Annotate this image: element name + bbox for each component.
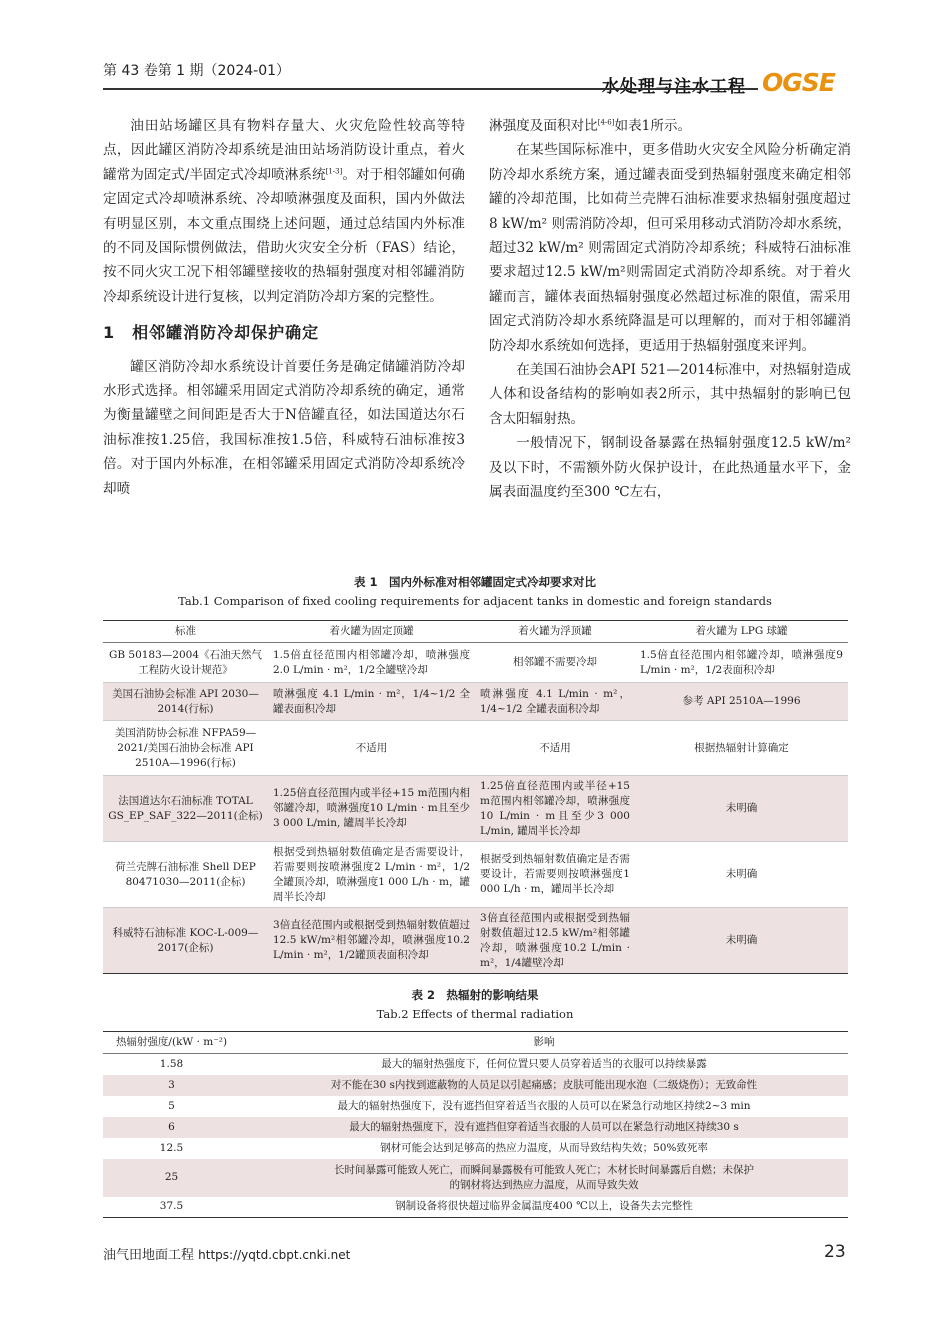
table-row (103, 683, 848, 721)
section-paragraph: 罐区消防冷却水系统设计首要任务是确定储罐消防冷却水形式选择。相邻罐采用固定式消防冷却系统的确定，通常为衡量罐壁之间间距是否大于N倍罐直径，如法国道达尔石油标准按1.25倍，我国标准按1.5倍，科威特石油标准按3倍。对于国内外标准，在相邻罐采用固定式消防冷却系统冷却喷 (103, 358, 465, 497)
table-cell: 钢制设备将很快超过临界金属温度400 ℃以上，设备失去完整性 (240, 1197, 848, 1218)
citation-ref: [4-6] (597, 118, 615, 127)
table-row (103, 1138, 848, 1159)
table-cell: 美国消防协会标准 NFPA59—2021/美国石油协会标准 API 2510A—1996(行标) (103, 721, 268, 776)
table-cell: 37.5 (103, 1197, 240, 1218)
page-number: 23 (824, 1242, 846, 1262)
table-cell: 美国石油协会标准 API 2030—2014(行标) (103, 683, 268, 721)
table-cell: 5 (168, 1099, 175, 1112)
table1-title-zh: 表 1 国内外标准对相邻罐固定式冷却要求对比 (353, 575, 596, 589)
left-column (103, 114, 465, 501)
table-row (103, 1096, 848, 1117)
table-cell: 科威特石油标准 KOC-L-009—2017(企标) (103, 908, 268, 974)
paragraph: 在美国石油协会API 521—2014标准中，对热辐射造成人体和设备结构的影响如表2所示，其中热辐射的影响已包含太阳辐射热。 (489, 362, 851, 427)
table-cell: 长时间暴露可能致人死亡，而瞬间暴露极有可能致人死亡；木材长时间暴露后自燃；未保护的钢材将达到热应力温度，从而导致失效 (240, 1159, 848, 1197)
table-cell: 不适用 (268, 721, 475, 776)
intro-paragraph: 油田站场罐区具有物料存量大、火灾危险性较高等特点，因此罐区消防冷却系统是油田站场消防设计重点，着火罐常为固定式/半固定式冷却喷淋系统[1-3]。对于相邻罐如何确定固定式冷却喷淋系统、冷却喷淋强度及面积，国内外做法有明显区别，本文重点围绕上述问题，通过总结国内外标准的不同及国际惯例做法，借助火灾安全分析（FAS）结论，按不同火灾工况下相邻罐壁接收的热辐射强度对相邻罐消防冷却系统设计进行复核，以判定消防冷却方案的完整性。 (103, 118, 465, 305)
table-cell: 未明确 (635, 908, 848, 974)
table-cell: 1.58 (159, 1057, 184, 1070)
table-cell: 喷淋强度 4.1 L/min · m²，1/4~1/2 全罐表面积冷却 (475, 683, 635, 721)
table-row (103, 842, 848, 908)
table-cell: 12.5 (159, 1141, 184, 1154)
table-row (103, 1054, 848, 1075)
table-header-row (103, 621, 848, 643)
paragraph: 在某些国际标准中，更多借助火灾安全风险分析确定消防冷却水系统方案，通过罐表面受到热辐射强度来确定相邻罐的冷却范围，比如荷兰壳牌石油标准要求热辐射强度超过 8 kW/m² 则需消防冷却，但可采用移动式消防冷却水系统，超过32 kW/m² 则需固定式消防冷却系统；科威特石油标准要求超过12.5 kW/m²则需固定式消防冷却系统。对于着火罐而言，罐体表面热辐射强度必然超过标准的限值，需采用固定式消防冷却水系统降温是可以理解的，而对于相邻罐消防冷却水系统如何选择，更适用于热辐射强度来评判。 (489, 142, 851, 354)
table-cell: 3倍直径范围内或根据受到热辐射数值超过12.5 kW/m²相邻罐冷却，喷淋强度10.2 L/min · m²，1/2罐顶表面积冷却 (268, 908, 475, 974)
table1-caption (0, 574, 950, 608)
table-cell: 参考 API 2510A—1996 (635, 683, 848, 721)
table1-title-en: Tab.1 Comparison of fixed cooling requirements for adjacent tanks in domestic and foreign standards (178, 594, 772, 608)
table-row (103, 1197, 848, 1218)
table-cell: 1.5倍直径范围内相邻罐冷却，喷淋强度9 L/min · m²，1/2表面积冷却 (635, 643, 848, 683)
table-row (103, 1117, 848, 1138)
table2 (103, 1031, 848, 1218)
table-cell: 喷淋强度 4.1 L/min · m²，1/4~1/2 全罐表面积冷却 (268, 683, 475, 721)
column-header: 热辐射强度/(kW · m⁻²) (103, 1032, 240, 1054)
footer-journal (103, 1244, 350, 1263)
column-header: 标准 (103, 621, 268, 643)
table-cell: 根据受到热辐射数值确定是否需要设计，若需要则按喷淋强度2 L/min · m²，1/2 全罐顶冷却，喷淋强度1 000 L/h · m，罐周半长冷却 (268, 842, 475, 908)
citation-ref: [1-3] (325, 167, 343, 176)
table-cell: 1.5倍直径范围内相邻罐冷却，喷淋强度2.0 L/min · m²，1/2全罐壁冷却 (268, 643, 475, 683)
column-header: 影响 (240, 1032, 848, 1054)
table-row (103, 1075, 848, 1096)
column-header: 着火罐为 LPG 球罐 (635, 621, 848, 643)
journal-section-title: 水处理与注水工程 (602, 77, 746, 97)
footer-url[interactable]: https://yqtd.cbpt.cnki.net (198, 1248, 351, 1262)
table-cell: 相邻罐不需要冷却 (475, 643, 635, 683)
table-cell: 根据热辐射计算确定 (635, 721, 848, 776)
column-header: 着火罐为固定顶罐 (268, 621, 475, 643)
table-cell: 钢材可能会达到足够高的热应力温度，从而导致结构失效；50%致死率 (380, 1141, 708, 1154)
footer-journal-name: 油气田地面工程 (103, 1248, 195, 1263)
table-cell: 不适用 (475, 721, 635, 776)
table-cell: 法国道达尔石油标准 TOTAL GS_EP_SAF_322—2011(企标) (103, 776, 268, 842)
paragraph: 一般情况下，钢制设备暴露在热辐射强度12.5 kW/m²及以下时，不需额外防火保护设计，在此热通量水平下，金属表面温度约至300 ℃左右， (489, 435, 851, 501)
table-cell: 6 (103, 1117, 240, 1138)
issue-label: 第 43 卷第 1 期（2024-01） (103, 63, 291, 79)
table-row (103, 643, 848, 683)
table-cell: 未明确 (635, 776, 848, 842)
table-row (103, 1159, 848, 1197)
header-rule (103, 88, 758, 90)
table-cell: 对不能在30 s内找到遮蔽物的人员足以引起痛感；皮肤可能出现水泡（二级烧伤）；无致命性 (240, 1075, 848, 1096)
right-column (489, 114, 851, 505)
table2-caption (0, 987, 950, 1021)
table-row (103, 908, 848, 974)
table-cell: 最大的辐射热强度下，没有遮挡但穿着适当衣服的人员可以在紧急行动地区持续30 s (240, 1117, 848, 1138)
table-cell: 最大的辐射热强度下，没有遮挡但穿着适当衣服的人员可以在紧急行动地区持续2~3 min (337, 1099, 751, 1112)
table-cell: 未明确 (635, 842, 848, 908)
continued-paragraph: 淋强度及面积对比[4-6]如表1所示。 (489, 118, 692, 134)
table-cell: 最大的辐射热强度下，任何位置只要人员穿着适当的衣服可以持续暴露 (381, 1057, 707, 1070)
section-heading: 1 相邻罐消防冷却保护确定 (103, 323, 320, 343)
table1 (103, 620, 848, 974)
table-cell: 3倍直径范围内或根据受到热辐射数值超过12.5 kW/m²相邻罐冷却，喷淋强度10.2 L/min · m²，1/4罐壁冷却 (475, 908, 635, 974)
table-cell: 荷兰壳牌石油标准 Shell DEP 80471030—2011(企标) (103, 842, 268, 908)
table-cell: GB 50183—2004《石油天然气工程防火设计规范》 (103, 643, 268, 683)
table-row (103, 776, 848, 842)
table-row (103, 721, 848, 776)
table-cell: 25 (103, 1159, 240, 1197)
column-header: 着火罐为浮顶罐 (475, 621, 635, 643)
table-cell: 3 (103, 1075, 240, 1096)
table-cell: 根据受到热辐射数值确定是否需要设计，若需要则按喷淋强度1 000 L/h · m，罐周半长冷却 (475, 842, 635, 908)
table-cell: 1.25倍直径范围内或半径+15 m范围内相邻罐冷却，喷淋强度10 L/min · m且至少3 000 L/min, 罐周半长冷却 (268, 776, 475, 842)
table2-title-en: Tab.2 Effects of thermal radiation (376, 1007, 574, 1021)
table-cell: 1.25倍直径范围内或半径+15 m范围内相邻罐冷却，喷淋强度10 L/min · m且至少3 000 L/min, 罐周半长冷却 (475, 776, 635, 842)
ogse-logo: OGSE (762, 68, 835, 97)
table-header-row (103, 1032, 848, 1054)
table2-title-zh: 表 2 热辐射的影响结果 (411, 988, 539, 1002)
